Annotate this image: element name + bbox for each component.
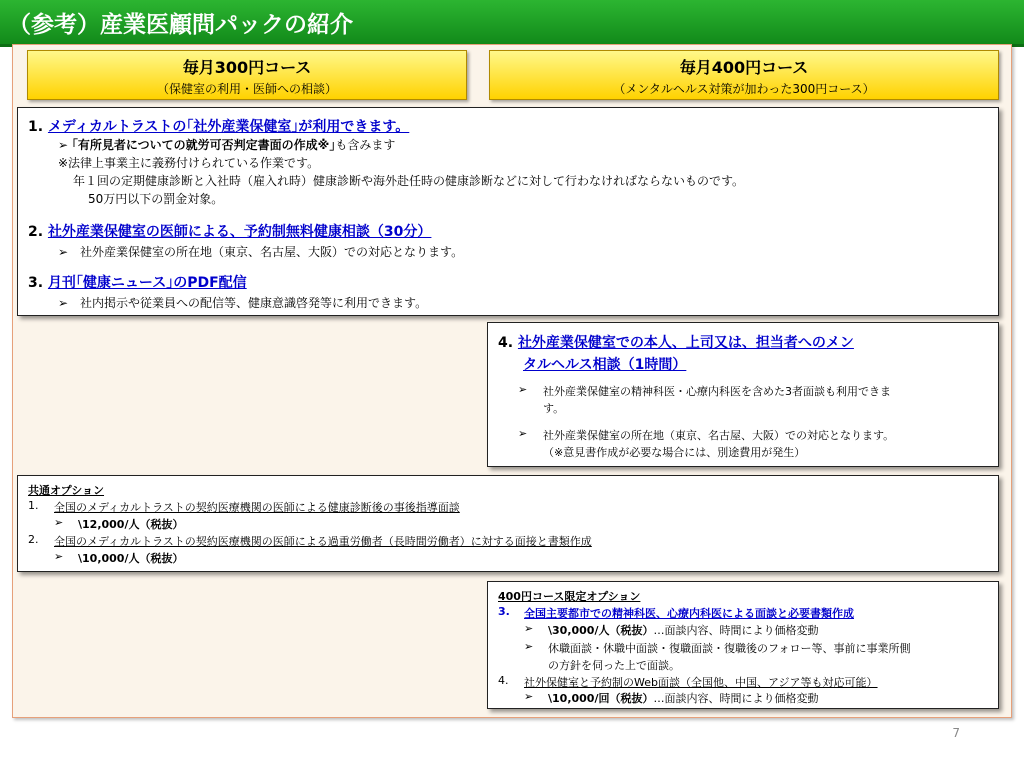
option-4-number: 4. xyxy=(498,674,509,687)
slide-title: （参考）産業医顧問パックの紹介 xyxy=(8,12,353,38)
course-400-banner xyxy=(489,50,999,100)
option-3-bullet-2-mark: ➢ xyxy=(524,640,534,653)
option-3-bullet-1: \30,000/人（税抜）…面談内容、時間により価格変動 xyxy=(548,624,819,637)
item-2-title: 社外産業保健室の医師による、予約制無料健康相談（30分） xyxy=(47,224,432,240)
option-2-number: 2. xyxy=(28,533,39,546)
common-options-box xyxy=(17,475,999,572)
item-1-bullet: ➢ ｢有所見者についての就労可否判定書面の作成※｣も含みます xyxy=(58,138,396,152)
item-4-bullet-2-line-1: 社外産業保健室の所在地（東京、名古屋、大阪）での対応となります。 xyxy=(543,429,895,442)
option-3-bullet-2-line-2: の方針を伺った上で面談。 xyxy=(548,659,680,672)
item-1-note-2: 年１回の定期健康診断と入社時（雇入れ時）健康診断や海外赴任時の健康診断などに対して行わなければならないものです。 xyxy=(73,174,745,188)
option-1-price: \12,000/人（税抜） xyxy=(78,518,184,531)
option-1-number: 1. xyxy=(28,499,39,512)
item-3-bullet: ➢ 社内掲示や従業員への配信等、健康意識啓発等に利用できます。 xyxy=(58,296,428,310)
option-3-number: 3. xyxy=(498,605,510,618)
option-3-bullet-2-line-1: 休職面談・休職中面談・復職面談・復職後のフォロー等、事前に事業所側 xyxy=(548,642,911,655)
course-300-contents-box xyxy=(17,107,999,316)
item-4-heading: 4. 社外産業保健室での本人、上司又は、担当者へのメン xyxy=(498,335,854,351)
item-4-title-line-2: タルヘルス相談（1時間） xyxy=(523,357,687,373)
option-2-text: 全国のメディカルトラストの契約医療機関の医師による過重労働者（長時間労働者）に対する面接と書類作成 xyxy=(54,535,592,548)
item-4-bullet-1-mark: ➢ xyxy=(518,383,528,396)
item-2-bullet: ➢ 社外産業保健室の所在地（東京、名古屋、大阪）での対応となります。 xyxy=(58,245,464,259)
item-1-note-1: ※法律上事業主に義務付けられている作業です。 xyxy=(58,156,320,170)
course-300-subtitle: （保健室の利用・医師への相談） xyxy=(156,82,337,96)
option-3-text: 全国主要都市での精神科医、心療内科医による面談と必要書類作成 xyxy=(524,607,854,620)
option-4-text: 社外保健室と予約制のWeb面談（全国他、中国、アジア等も対応可能） xyxy=(524,676,878,689)
course-300-name: 毎月300円コース xyxy=(182,58,312,77)
item-2-heading: 2. 社外産業保健室の医師による、予約制無料健康相談（30分） xyxy=(28,224,432,240)
course-300-banner xyxy=(27,50,467,100)
item-4-bullet-2-mark: ➢ xyxy=(518,427,528,440)
item-4-bullet-2-line-2: （※意見書作成が必要な場合には、別途費用が発生） xyxy=(543,446,806,459)
item-4-bullet-1-line-1: 社外産業保健室の精神科医・心療内科医を含めた3者面談も利用できま xyxy=(543,385,891,398)
option-4-bullet-1: \10,000/回（税抜）…面談内容、時間により価格変動 xyxy=(548,692,819,705)
option-2-price: \10,000/人（税抜） xyxy=(78,552,184,565)
item-4-bullet-1-line-2: す。 xyxy=(543,402,565,415)
item-3-title: 月刊｢健康ニュース｣のPDF配信 xyxy=(47,275,247,291)
option-4-bullet-1-mark: ➢ xyxy=(524,690,534,703)
page-number: 7 xyxy=(952,726,960,740)
course-400-subtitle: （メンタルヘルス対策が加わった300円コース） xyxy=(613,82,875,96)
item-1-title: メディカルトラストの｢社外産業保健室｣が利用できます。 xyxy=(47,119,410,135)
common-options-heading: 共通オプション xyxy=(28,484,105,497)
course-400-contents-box xyxy=(487,322,999,467)
course-400-name: 毎月400円コース xyxy=(679,58,809,77)
item-4-title-line-1: 社外産業保健室での本人、上司又は、担当者へのメン xyxy=(517,335,854,351)
option-1-price-mark: ➢ xyxy=(54,516,64,529)
item-1-note-3: 50万円以下の罰金対象。 xyxy=(88,192,224,206)
slide-header xyxy=(0,0,1024,47)
item-3-heading: 3. 月刊｢健康ニュース｣のPDF配信 xyxy=(28,275,247,291)
option-2-price-mark: ➢ xyxy=(54,550,64,563)
course-400-options-heading: 400円コース限定オプション xyxy=(498,590,641,603)
option-3-bullet-1-mark: ➢ xyxy=(524,622,534,635)
option-1-text: 全国のメディカルトラストの契約医療機関の医師による健康診断後の事後指導面談 xyxy=(54,501,460,514)
course-400-options-box xyxy=(487,581,999,709)
item-1-heading: 1. メディカルトラストの｢社外産業保健室｣が利用できます。 xyxy=(28,119,410,135)
